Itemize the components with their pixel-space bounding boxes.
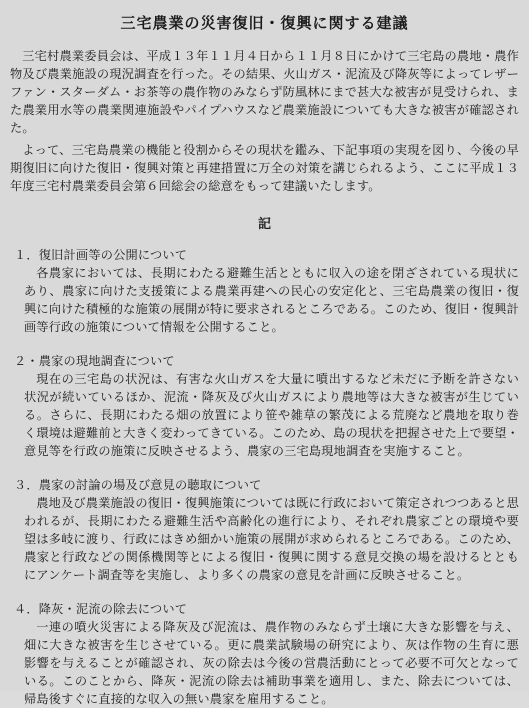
ki-heading: 記 xyxy=(257,217,271,232)
item-body: 農地及び農業施設の復旧・復興施策については既に行政において策定されつつあると思われるが、長期にわたる避難生活や高齢化の進行により、それぞれ農家ごとの環境や要望は多岐に渡り、行政にはきめ細かい施策の展開が求められるところである。このため、農家と行政などの関係機関等とによる復旧・復興に関する意見交換の場を設けるとともにアンケート調査等を実施し、より多くの農家の意見を計画に反映させること。 xyxy=(24,496,519,582)
list-item xyxy=(10,600,519,708)
item-body: 一連の噴火災害による降灰及び泥流は、農作物のみならず土壌に大きな影響を与え、畑に大きな被害を生じさせている。更に農業試験場の研究により、灰は作物の生育に悪影響を与えることが確認され、灰の除去は今後の営農活動にとって必要不可欠となっている。このことから、降灰・泥流の除去は補助事業を適用し、また、除去については、帰島後すぐに直接的な収入の無い農家を雇用すること。 xyxy=(24,620,519,706)
list-item xyxy=(10,352,519,460)
item-heading: ２・農家の現地調査について xyxy=(14,354,175,368)
intro-section xyxy=(10,47,519,195)
document-title: 三宅農業の災害復旧・復興に関する建議 xyxy=(120,14,409,32)
item-body: 各農家においては、長期にわたる避難生活とともに収入の途を閉ざされている現状にあり、農家に向けた支援策による農業再建への民心の安定化と、三宅島農業の復旧・復興に向けた積極的な施策の展開が特に要求されるところである。このため、復旧・復興計画等行政の施策について情報を公開すること。 xyxy=(24,266,519,334)
list-item xyxy=(10,246,519,336)
list-item xyxy=(10,476,519,584)
intro-paragraph-1: 三宅村農業委員会は、平成１３年１１月４日から１１月８日にかけて三宅島の農地・農作物及び農業施設の現況調査を行った。その結果、火山ガス・泥流及び降灰等によってレザーファン・スターダム・お茶等の農作物のみならず防風林にまで甚大な被害が見受けられ、また農業用水等の農業関連施設やパイプハウスなど農業施設についても大きな被害が確認された。 xyxy=(10,49,519,135)
item-heading: ４．降灰・泥流の除去について xyxy=(14,602,188,616)
intro-paragraph-2: よって、三宅島農業の機能と役割からその現状を鑑み、下記事項の実現を図り、今後の早期復旧に向けた復旧・復興対策と再建措置に万全の対策を講じられるよう、ここに平成１３年度三宅村農業委員会第６回総会の総意をもって建議いたします。 xyxy=(10,143,519,193)
item-body: 現在の三宅島の状況は、有害な火山ガスを大量に噴出するなど未だに予断を許さない状況が続いているほか、泥流・降灰及び火山ガスにより農地等は大きな被害が生じている。さらに、長期にわたる畑の放置により笹や雑草の繁茂による荒廃など農地を取り巻く環境は避難前と大きく変わってきている。このため、島の現状を把握させた上で要望・意見等を行政の施策に反映させるよう、農家の三宅島現地調査を実施すること。 xyxy=(24,372,519,458)
items-list xyxy=(10,246,519,708)
item-heading: ３．農家の討論の場及び意見の聴取について xyxy=(14,478,262,492)
item-heading: １．復旧計画等の公開について xyxy=(14,248,188,262)
